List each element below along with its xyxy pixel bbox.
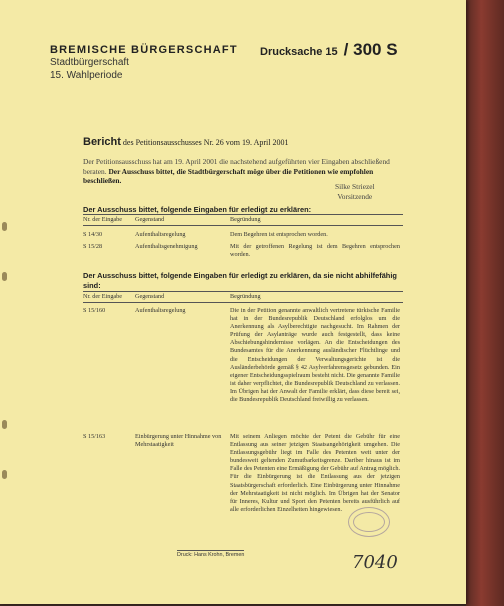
org-sub2: 15. Wahlperiode	[50, 70, 123, 81]
table-row	[83, 307, 403, 427]
intro-bold: Der Ausschuss bittet, die Stadtbürgerschaft möge über die Petitionen wie empfohlen beschließen.	[83, 166, 374, 186]
row-nr: S 14/30	[83, 231, 103, 238]
col-reason: Begründung	[230, 293, 261, 300]
row-subject: Einbürgerung unter Hinnahme von Mehrstaatigkeit	[135, 433, 222, 449]
document-number	[260, 40, 398, 60]
punch-hole	[2, 470, 7, 479]
handwritten-number: 7040	[352, 552, 398, 573]
col-subject: Gegenstand	[135, 293, 165, 300]
org-name: BREMISCHE BÜRGERSCHAFT	[50, 44, 238, 56]
col-nr: Nr. der Eingabe	[83, 293, 123, 300]
table-row	[83, 243, 403, 261]
drucksache-num: / 300 S	[343, 40, 398, 59]
signature-name: Silke Striezel	[335, 182, 375, 191]
punch-hole	[2, 420, 7, 429]
row-nr: S 15/28	[83, 243, 103, 250]
punch-hole	[2, 222, 7, 231]
printer-imprint: Druck: Hans Krohn, Bremen	[177, 552, 245, 558]
binder-spine	[466, 0, 504, 606]
section1-heading: Der Ausschuss bittet, folgende Eingaben für erledigt zu erklären:	[83, 205, 312, 214]
intro-plain: Der Petitionsausschuss hat am 19. April 2001 die nachstehend aufgeführten vier Eingaben abschließend beraten.	[83, 157, 390, 176]
row-nr: S 15/160	[83, 307, 106, 314]
punch-hole	[2, 272, 7, 281]
col-nr: Nr. der Eingabe	[83, 216, 123, 223]
row-reason: Mit seinem Anliegen möchte der Petent die Gebühr für eine Entlassung aus seiner jetzigen Staatsangehörigkeit umgehen. Die Entlassungsgebühr liegt im Falle des Petenten weit unter der bundesweit geltenden Zumutbarkeitsgrenze. Dariber hinaus ist im Falle des Petenten eine Ermäßigung der Gebühr auf Antrag möglich. Für die Einbürgerung ist die Entlassung aus der jetzigen Staatsbürgerschaft erforderlich. Eine Einbürgerung unter Hinnahme der Mehrstaatigkeit ist nicht möglich. Im Übrigen hat der Senator für Inneres, Kultur und Sport den Petenten bereits ausführlich auf alle erforderlichen Einzelheiten hingewiesen.	[230, 433, 400, 513]
signature	[335, 182, 375, 201]
row-reason: Mit der getroffenen Regelung ist dem Begehren entsprochen worden.	[230, 243, 400, 259]
org-sub1: Stadtbürgerschaft	[50, 57, 129, 68]
table-row	[83, 231, 403, 241]
signature-role: Vorsitzende	[337, 191, 373, 201]
row-subject: Aufenthaltsgenehmigung	[135, 243, 198, 250]
title-bold: Bericht	[83, 136, 121, 148]
section2-heading: Der Ausschuss bittet, folgende Eingaben für erledigt zu erklären, da sie nicht abhilfefähig sind:	[83, 271, 397, 290]
letterhead	[50, 44, 238, 82]
col-reason: Begründung	[230, 216, 261, 223]
row-reason: Die in der Petition genannte anwaltlich vertretene türkische Familie hat in der Bundesrepublik Deutschland erfolglos um die Anerkennung als Asylberechtigte nachgesucht. Im Rahmen der Prüfung der Asylanträge wurde auch festgestellt, dass keine Abschiebungshindernisse vorlägen. An die Entscheidungen des Bundesamtes für die Anerkennung ausländischer Flüchtlinge und die Entscheidungen der Verwaltungsgerichte ist die Ausländerbehörde gemäß § 42 Asylverfahrensgesetz gebunden. Ein eigener Entscheidungsspielraum besteht nicht. Die genannte Familie ist daher verpflichtet, die Bundesrepublik Deutschland zu verlassen. Im Übrigen hat der Anwalt der Familie erklärt, dass diese bereit sei, die Bundesrepublik Deutschland freiwillig zu verlassen.	[230, 307, 400, 404]
library-stamp	[348, 507, 390, 537]
section2-table-header	[83, 291, 403, 303]
row-nr: S 15/163	[83, 433, 106, 440]
title-rest: des Petitionsausschusses Nr. 26 vom 19. April 2001	[122, 138, 289, 147]
col-subject: Gegenstand	[135, 216, 165, 223]
section1-table-header	[83, 214, 403, 226]
row-reason: Dem Begehren ist entsprochen worden.	[230, 231, 328, 238]
report-title	[83, 136, 288, 148]
drucksache-label: Drucksache 15	[260, 46, 338, 58]
row-subject: Aufenthaltsregelung	[135, 231, 186, 238]
row-subject: Aufenthaltsregelung	[135, 307, 186, 314]
